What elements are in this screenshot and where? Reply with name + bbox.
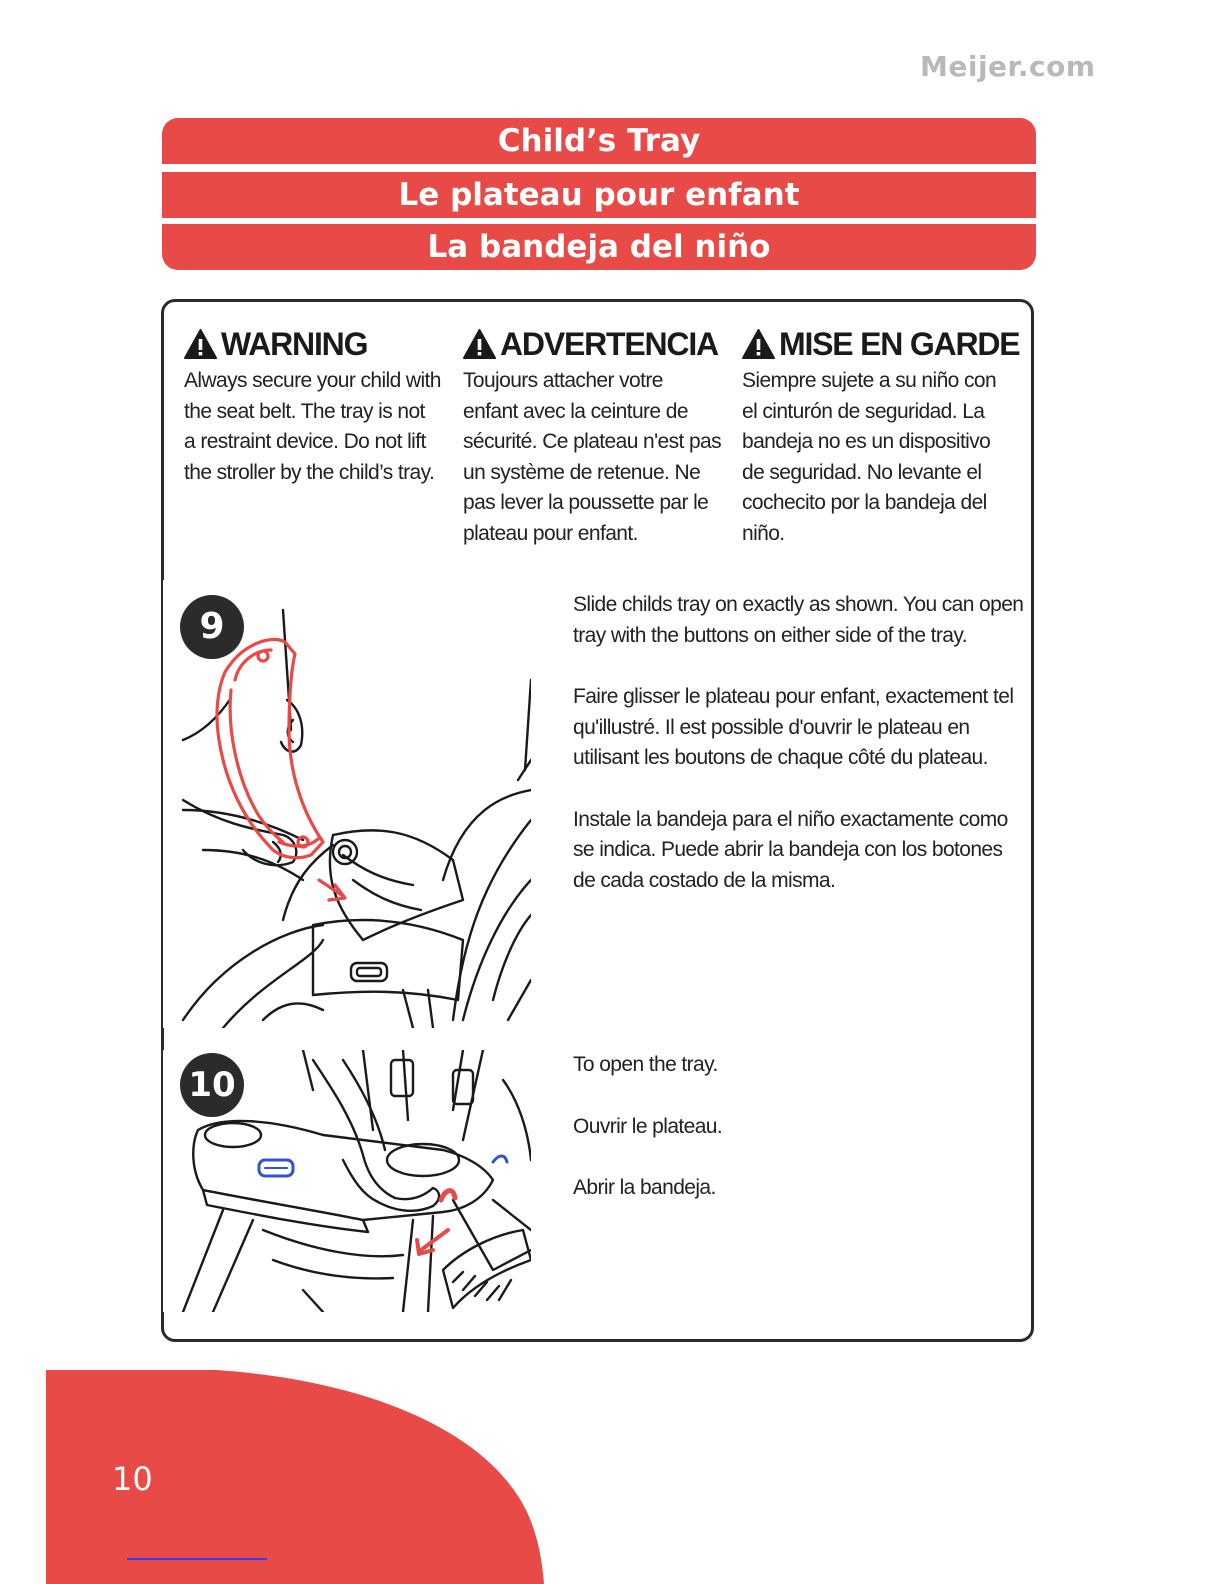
step-10-english: To open the tray. [573, 1053, 718, 1076]
page-number: 10 [112, 1460, 153, 1498]
warning-triangle-icon [742, 329, 775, 359]
warning-line: el cinturón de seguridad. La [742, 399, 985, 423]
step-10-text [573, 1050, 1025, 1235]
warning-line: de seguridad. No levante el [742, 460, 982, 484]
warning-line: sécurité. Ce plateau n'est pas [463, 430, 722, 453]
warning-line: pas lever la poussette par le [463, 491, 709, 514]
warning-line: Siempre sujete a su niño con [742, 369, 997, 392]
warning-line: un système de retenue. Ne [463, 460, 701, 484]
watermark: Meijer.com [920, 50, 1096, 83]
step-10-spanish: Abrir la bandeja. [573, 1176, 716, 1199]
step-9-badge: 9 [180, 595, 244, 659]
warning-heading-text: MISE EN GARDE [779, 325, 1020, 362]
warning-line: plateau pour enfant. [463, 521, 638, 545]
warning-column-spanish [742, 324, 1020, 549]
warning-heading-text: ADVERTENCIA [500, 325, 718, 362]
link-underline [127, 1558, 267, 1560]
step-10-badge: 10 [180, 1053, 244, 1117]
warning-line: Always secure your child with [184, 369, 441, 392]
warning-heading [463, 324, 735, 364]
warning-line: Toujours attacher votre [463, 369, 663, 392]
warning-body [742, 366, 1014, 549]
warning-line: bandeja no es un dispositivo [742, 430, 991, 453]
warning-line: the stroller by the child’s tray. [184, 460, 435, 484]
warning-line: the seat belt. The tray is not [184, 399, 425, 423]
warning-column-english [184, 324, 456, 488]
step-9-english: Slide childs tray on exactly as shown. You can open tray with the buttons on either side of the tray. [573, 593, 1024, 647]
title-french: Le plateau pour enfant [162, 172, 1036, 218]
warning-body [463, 366, 735, 549]
title-spanish: La bandeja del niño [162, 224, 1036, 270]
warning-heading [742, 324, 1020, 364]
warning-heading-text: WARNING [221, 325, 368, 362]
warning-line: enfant avec la ceinture de [463, 399, 688, 423]
warning-column-french [463, 324, 735, 549]
warning-body [184, 366, 456, 488]
step-10-french: Ouvrir le plateau. [573, 1114, 723, 1138]
warning-heading [184, 324, 456, 364]
warning-triangle-icon [463, 329, 496, 359]
step-9-spanish: Instale la bandeja para el niño exactamente como se indica. Puede abrir la bandeja con los botones de cada costado de la misma. [573, 807, 1008, 892]
title-english: Child’s Tray [162, 118, 1036, 164]
warning-line: a restraint device. Do not lift [184, 430, 426, 453]
step-9-french: Faire glisser le plateau pour enfant, exactement tel qu'illustré. Il est possible d'ouvrir le plateau en utilisant les boutons de chaque côté du plateau. [573, 685, 1014, 769]
warning-triangle-icon [184, 329, 217, 359]
step-9-text [573, 590, 1025, 927]
warning-line: cochecito por la bandeja del [742, 491, 987, 514]
warning-line: niño. [742, 521, 785, 545]
